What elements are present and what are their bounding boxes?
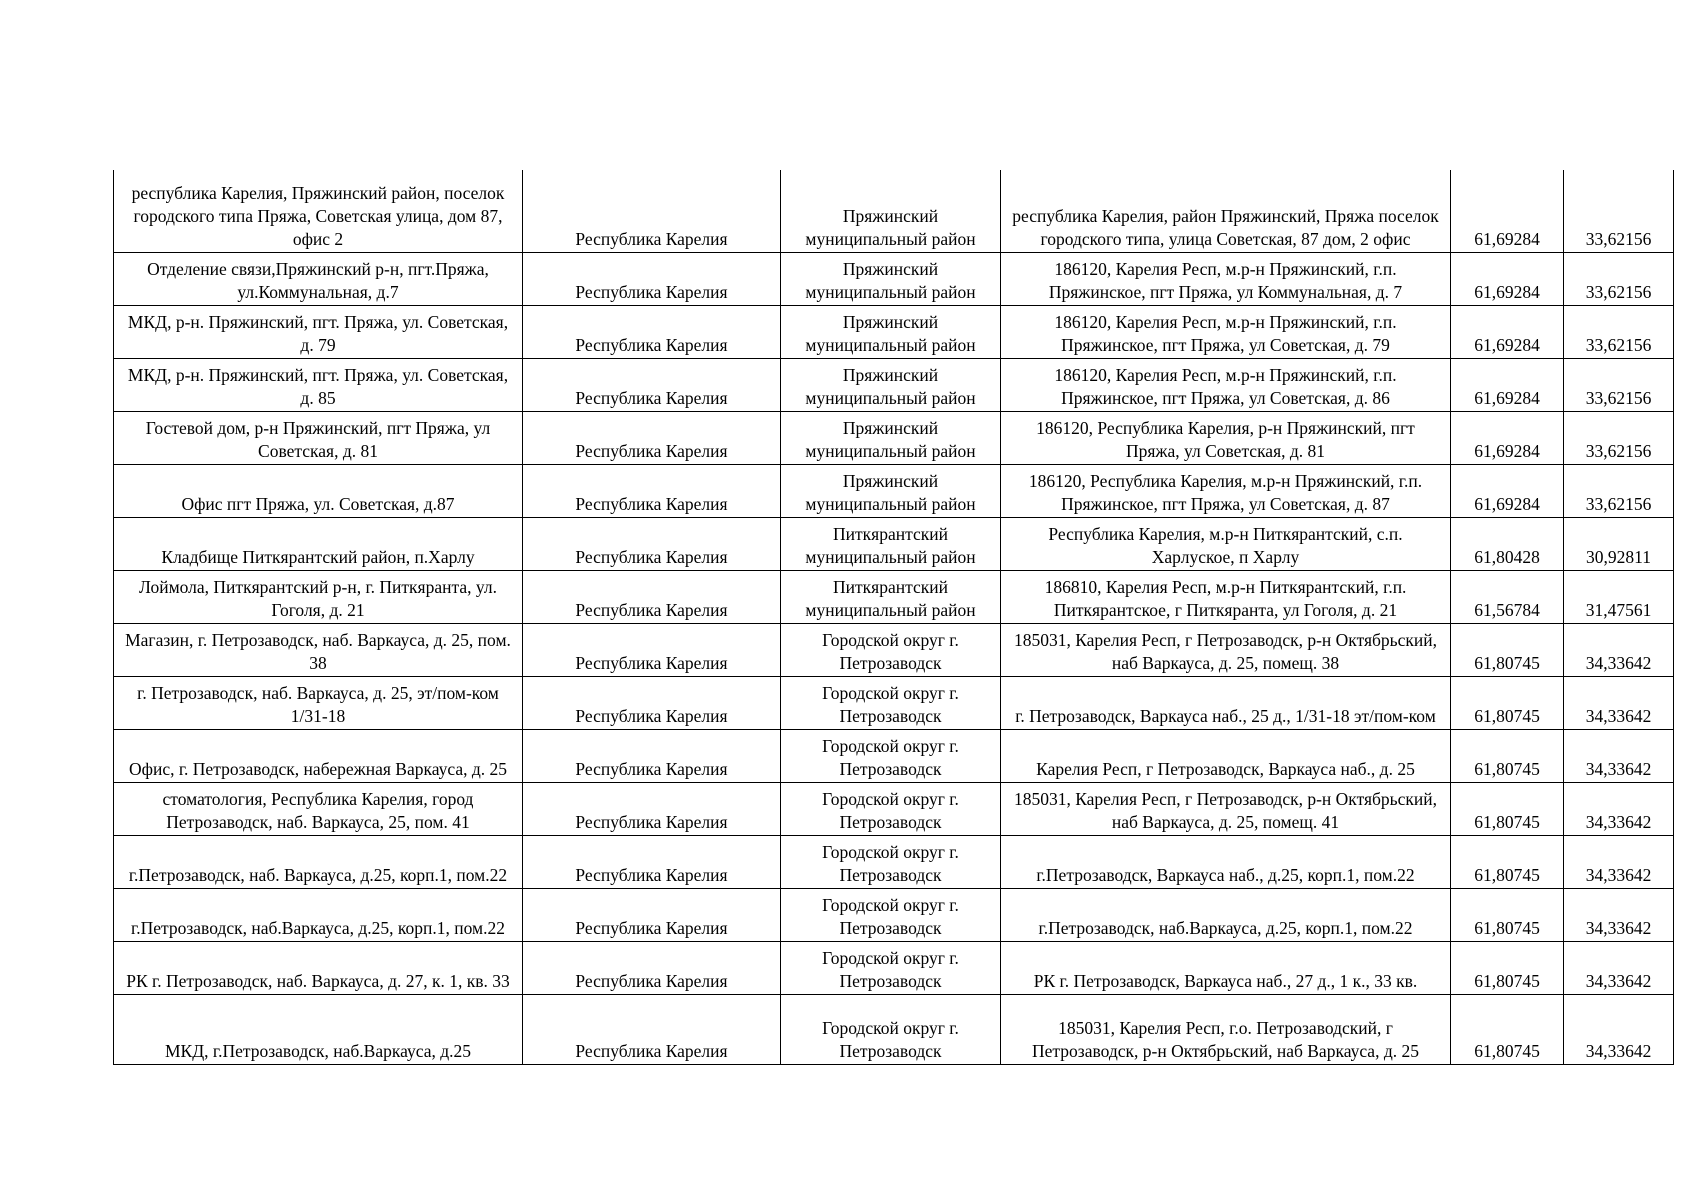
district-cell: Пряжинский муниципальный район	[781, 411, 1001, 464]
district-cell: Пряжинский муниципальный район	[781, 305, 1001, 358]
table-body	[114, 170, 1674, 1064]
address-cell: 186120, Карелия Респ, м.р-н Пряжинский, г.п. Пряжинское, пгт Пряжа, ул Коммунальная, д. 7	[1001, 252, 1451, 305]
longitude-cell: 34,33642	[1564, 994, 1674, 1064]
table-row	[114, 305, 1674, 358]
address-cell: г.Петрозаводск, наб.Варкауса, д.25, корп.1, пом.22	[1001, 888, 1451, 941]
longitude-cell: 33,62156	[1564, 411, 1674, 464]
latitude-cell: 61,80745	[1451, 729, 1564, 782]
longitude-cell: 33,62156	[1564, 305, 1674, 358]
region-cell: Республика Карелия	[523, 729, 781, 782]
latitude-cell: 61,69284	[1451, 411, 1564, 464]
address-cell: республика Карелия, район Пряжинский, Пряжа поселок городского типа, улица Советская, 87 дом, 2 офис	[1001, 170, 1451, 252]
longitude-cell: 34,33642	[1564, 835, 1674, 888]
region-cell: Республика Карелия	[523, 411, 781, 464]
district-cell: Городской округ г. Петрозаводск	[781, 835, 1001, 888]
address-cell: 186120, Республика Карелия, м.р-н Пряжинский, г.п. Пряжинское, пгт Пряжа, ул Советская, д. 87	[1001, 464, 1451, 517]
district-cell: Пряжинский муниципальный район	[781, 170, 1001, 252]
longitude-cell: 33,62156	[1564, 170, 1674, 252]
object-name-cell: г. Петрозаводск, наб. Варкауса, д. 25, эт/пом-ком 1/31-18	[114, 676, 523, 729]
region-cell: Республика Карелия	[523, 464, 781, 517]
longitude-cell: 31,47561	[1564, 570, 1674, 623]
latitude-cell: 61,80745	[1451, 782, 1564, 835]
table-row	[114, 252, 1674, 305]
longitude-cell: 30,92811	[1564, 517, 1674, 570]
table-row	[114, 941, 1674, 994]
region-cell: Республика Карелия	[523, 941, 781, 994]
object-name-cell: Лоймола, Питкярантский р-н, г. Питкяранта, ул. Гоголя, д. 21	[114, 570, 523, 623]
latitude-cell: 61,80745	[1451, 676, 1564, 729]
latitude-cell: 61,80745	[1451, 888, 1564, 941]
latitude-cell: 61,69284	[1451, 252, 1564, 305]
object-name-cell: МКД, р-н. Пряжинский, пгт. Пряжа, ул. Советская, д. 85	[114, 358, 523, 411]
latitude-cell: 61,56784	[1451, 570, 1564, 623]
longitude-cell: 34,33642	[1564, 729, 1674, 782]
region-cell: Республика Карелия	[523, 570, 781, 623]
latitude-cell: 61,69284	[1451, 170, 1564, 252]
address-cell: 186120, Карелия Респ, м.р-н Пряжинский, г.п. Пряжинское, пгт Пряжа, ул Советская, д. 79	[1001, 305, 1451, 358]
address-cell: г.Петрозаводск, Варкауса наб., д.25, корп.1, пом.22	[1001, 835, 1451, 888]
region-cell: Республика Карелия	[523, 517, 781, 570]
table-row	[114, 570, 1674, 623]
district-cell: Городской округ г. Петрозаводск	[781, 888, 1001, 941]
latitude-cell: 61,80428	[1451, 517, 1564, 570]
district-cell: Городской округ г. Петрозаводск	[781, 782, 1001, 835]
region-cell: Республика Карелия	[523, 782, 781, 835]
latitude-cell: 61,69284	[1451, 305, 1564, 358]
district-cell: Пряжинский муниципальный район	[781, 464, 1001, 517]
object-name-cell: республика Карелия, Пряжинский район, поселок городского типа Пряжа, Советская улица, дом 87, офис 2	[114, 170, 523, 252]
latitude-cell: 61,80745	[1451, 941, 1564, 994]
table-row	[114, 170, 1674, 252]
table-row	[114, 623, 1674, 676]
longitude-cell: 34,33642	[1564, 676, 1674, 729]
object-name-cell: Офис, г. Петрозаводск, набережная Варкауса, д. 25	[114, 729, 523, 782]
table-row	[114, 994, 1674, 1064]
table-row	[114, 782, 1674, 835]
object-name-cell: МКД, г.Петрозаводск, наб.Варкауса, д.25	[114, 994, 523, 1064]
table-row	[114, 517, 1674, 570]
object-name-cell: Кладбище Питкярантский район, п.Харлу	[114, 517, 523, 570]
address-cell: 186810, Карелия Респ, м.р-н Питкярантский, г.п. Питкярантское, г Питкяранта, ул Гоголя, д. 21	[1001, 570, 1451, 623]
region-cell: Республика Карелия	[523, 676, 781, 729]
address-cell: РК г. Петрозаводск, Варкауса наб., 27 д., 1 к., 33 кв.	[1001, 941, 1451, 994]
latitude-cell: 61,80745	[1451, 623, 1564, 676]
object-name-cell: Гостевой дом, р-н Пряжинский, пгт Пряжа, ул Советская, д. 81	[114, 411, 523, 464]
latitude-cell: 61,80745	[1451, 994, 1564, 1064]
longitude-cell: 34,33642	[1564, 623, 1674, 676]
address-cell: 186120, Карелия Респ, м.р-н Пряжинский, г.п. Пряжинское, пгт Пряжа, ул Советская, д. 86	[1001, 358, 1451, 411]
longitude-cell: 33,62156	[1564, 358, 1674, 411]
region-cell: Республика Карелия	[523, 170, 781, 252]
region-cell: Республика Карелия	[523, 994, 781, 1064]
district-cell: Питкярантский муниципальный район	[781, 517, 1001, 570]
region-cell: Республика Карелия	[523, 358, 781, 411]
object-name-cell: Офис пгт Пряжа, ул. Советская, д.87	[114, 464, 523, 517]
longitude-cell: 33,62156	[1564, 464, 1674, 517]
district-cell: Городской округ г. Петрозаводск	[781, 676, 1001, 729]
district-cell: Пряжинский муниципальный район	[781, 252, 1001, 305]
address-cell: Республика Карелия, м.р-н Питкярантский, с.п. Харлуское, п Харлу	[1001, 517, 1451, 570]
region-cell: Республика Карелия	[523, 623, 781, 676]
district-cell: Питкярантский муниципальный район	[781, 570, 1001, 623]
longitude-cell: 33,62156	[1564, 252, 1674, 305]
district-cell: Городской округ г. Петрозаводск	[781, 994, 1001, 1064]
address-cell: 185031, Карелия Респ, г Петрозаводск, р-н Октябрьский, наб Варкауса, д. 25, помещ. 38	[1001, 623, 1451, 676]
object-name-cell: МКД, р-н. Пряжинский, пгт. Пряжа, ул. Советская, д. 79	[114, 305, 523, 358]
district-cell: Городской округ г. Петрозаводск	[781, 729, 1001, 782]
table-row	[114, 411, 1674, 464]
table-row	[114, 464, 1674, 517]
table-row	[114, 676, 1674, 729]
table-row	[114, 888, 1674, 941]
region-cell: Республика Карелия	[523, 888, 781, 941]
address-cell: 186120, Республика Карелия, р-н Пряжинский, пгт Пряжа, ул Советская, д. 81	[1001, 411, 1451, 464]
address-cell: Карелия Респ, г Петрозаводск, Варкауса наб., д. 25	[1001, 729, 1451, 782]
longitude-cell: 34,33642	[1564, 888, 1674, 941]
table-row	[114, 835, 1674, 888]
latitude-cell: 61,69284	[1451, 358, 1564, 411]
table-row	[114, 358, 1674, 411]
address-cell: г. Петрозаводск, Варкауса наб., 25 д., 1/31-18 эт/пом-ком	[1001, 676, 1451, 729]
region-cell: Республика Карелия	[523, 835, 781, 888]
object-name-cell: Отделение связи,Пряжинский р-н, пгт.Пряжа, ул.Коммунальная, д.7	[114, 252, 523, 305]
region-cell: Республика Карелия	[523, 252, 781, 305]
latitude-cell: 61,80745	[1451, 835, 1564, 888]
address-cell: 185031, Карелия Респ, г.о. Петрозаводский, г Петрозаводск, р-н Октябрьский, наб Варкауса, д. 25	[1001, 994, 1451, 1064]
latitude-cell: 61,69284	[1451, 464, 1564, 517]
longitude-cell: 34,33642	[1564, 782, 1674, 835]
table-row	[114, 729, 1674, 782]
district-cell: Пряжинский муниципальный район	[781, 358, 1001, 411]
address-table	[113, 170, 1674, 1065]
object-name-cell: РК г. Петрозаводск, наб. Варкауса, д. 27, к. 1, кв. 33	[114, 941, 523, 994]
object-name-cell: г.Петрозаводск, наб. Варкауса, д.25, корп.1, пом.22	[114, 835, 523, 888]
longitude-cell: 34,33642	[1564, 941, 1674, 994]
object-name-cell: г.Петрозаводск, наб.Варкауса, д.25, корп.1, пом.22	[114, 888, 523, 941]
object-name-cell: Магазин, г. Петрозаводск, наб. Варкауса, д. 25, пом. 38	[114, 623, 523, 676]
address-cell: 185031, Карелия Респ, г Петрозаводск, р-н Октябрьский, наб Варкауса, д. 25, помещ. 41	[1001, 782, 1451, 835]
region-cell: Республика Карелия	[523, 305, 781, 358]
district-cell: Городской округ г. Петрозаводск	[781, 623, 1001, 676]
object-name-cell: стоматология, Республика Карелия, город Петрозаводск, наб. Варкауса, 25, пом. 41	[114, 782, 523, 835]
district-cell: Городской округ г. Петрозаводск	[781, 941, 1001, 994]
